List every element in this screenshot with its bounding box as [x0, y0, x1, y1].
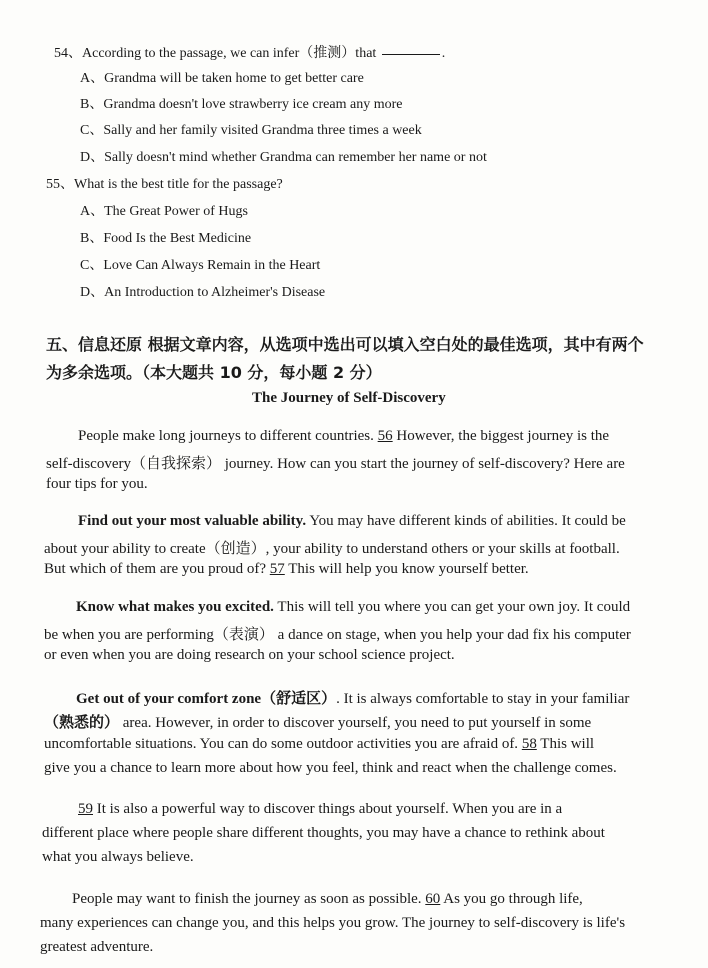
tip-heading: Get out of your comfort zone（舒适区） [76, 691, 337, 707]
para6-text: As you go through life, [443, 891, 583, 907]
para1-line1 [78, 428, 609, 445]
para1-line2: self-discovery（自我探索） journey. How can you start the journey of self-discovery? Here are [46, 456, 625, 472]
question-54-stem [54, 42, 445, 62]
para3-text: This will tell you where you can get your own joy. It could [277, 599, 631, 615]
para3-line2: be when you are performing（表演） a dance on stage, when you help your dad fix his computer [44, 627, 631, 643]
para3-line1 [76, 599, 630, 616]
para2-line1 [78, 513, 626, 530]
q54-option-b: B、Grandma doesn't love strawberry ice cream any more [80, 97, 403, 112]
blank-57: 57 [269, 561, 285, 577]
blank-60: 60 [425, 891, 441, 907]
para6-line2: many experiences can change you, and this helps you grow. The journey to self-discovery is life's [40, 915, 626, 931]
section-heading-line2: 为多余选项。（本大题共 10 分，每小题 2 分） [46, 363, 382, 382]
para5-line3: what you always believe. [42, 849, 194, 865]
q55-option-c: C、Love Can Always Remain in the Heart [80, 258, 321, 273]
para1-line3: four tips for you. [46, 476, 148, 492]
para4-text: uncomfortable situations. You can do some outdoor activities you are afraid of. [44, 736, 519, 752]
para2-text: But which of them are you proud of? [44, 561, 267, 577]
para5-line1 [78, 801, 562, 818]
para2-line3 [44, 561, 529, 578]
tip-heading: Find out your most valuable ability. [78, 513, 307, 529]
question-55-stem: 55、What is the best title for the passage? [46, 177, 283, 192]
para4-line4: give you a chance to learn more about how you feel, think and react when the challenge comes. [44, 760, 617, 776]
para4-gloss: （熟悉的） [44, 715, 120, 731]
para6-line1 [72, 891, 583, 908]
q55-option-b: B、Food Is the Best Medicine [80, 231, 252, 246]
para4-line3 [44, 736, 594, 753]
blank-59: 59 [78, 801, 93, 817]
passage-title: The Journey of Self-Discovery [252, 390, 446, 406]
q54-option-a: A、Grandma will be taken home to get better care [80, 71, 364, 86]
para4-text: This will [540, 736, 595, 752]
para6-line3: greatest adventure. [40, 939, 154, 955]
para4-line1 [76, 687, 629, 708]
tip-heading: Know what makes you excited. [76, 599, 274, 615]
answer-blank [382, 53, 440, 55]
para2-line2: about your ability to create（创造）, your ability to understand others or your skills at football. [44, 541, 620, 557]
para3-line3: or even when you are doing research on your school science project. [44, 647, 455, 663]
q54-option-c: C、Sally and her family visited Grandma three times a week [80, 123, 422, 138]
para1-text: However, the biggest journey is the [396, 428, 610, 444]
para5-text: It is also a powerful way to discover things about yourself. When you are in a [96, 801, 563, 817]
para4-text: area. However, in order to discover yourself, you need to put yourself in some [122, 715, 592, 731]
blank-58: 58 [521, 736, 537, 752]
q54-option-d: D、Sally doesn't mind whether Grandma can remember her name or not [80, 150, 487, 165]
para6-text: People may want to finish the journey as soon as possible. [72, 891, 422, 907]
para1-text: People make long journeys to different countries. [78, 428, 374, 444]
q55-option-a: A、The Great Power of Hugs [80, 204, 248, 219]
q54-stem-end: . [441, 46, 446, 61]
para5-line2: different place where people share different thoughts, you may have a chance to rethink about [42, 825, 605, 841]
blank-56: 56 [377, 428, 393, 444]
para2-text: You may have different kinds of abilities. It could be [309, 513, 626, 529]
para2-text: This will help you know yourself better. [288, 561, 529, 577]
para4-line2 [44, 711, 591, 732]
q55-option-d: D、An Introduction to Alzheimer's Disease [80, 285, 326, 300]
q54-stem-text: 54、According to the passage, we can infer（推测）that [54, 46, 377, 61]
para4-text: . It is always comfortable to stay in your familiar [336, 691, 630, 707]
section-heading-line1: 五、信息还原 根据文章内容，从选项中选出可以填入空白处的最佳选项，其中有两个 [46, 335, 644, 354]
